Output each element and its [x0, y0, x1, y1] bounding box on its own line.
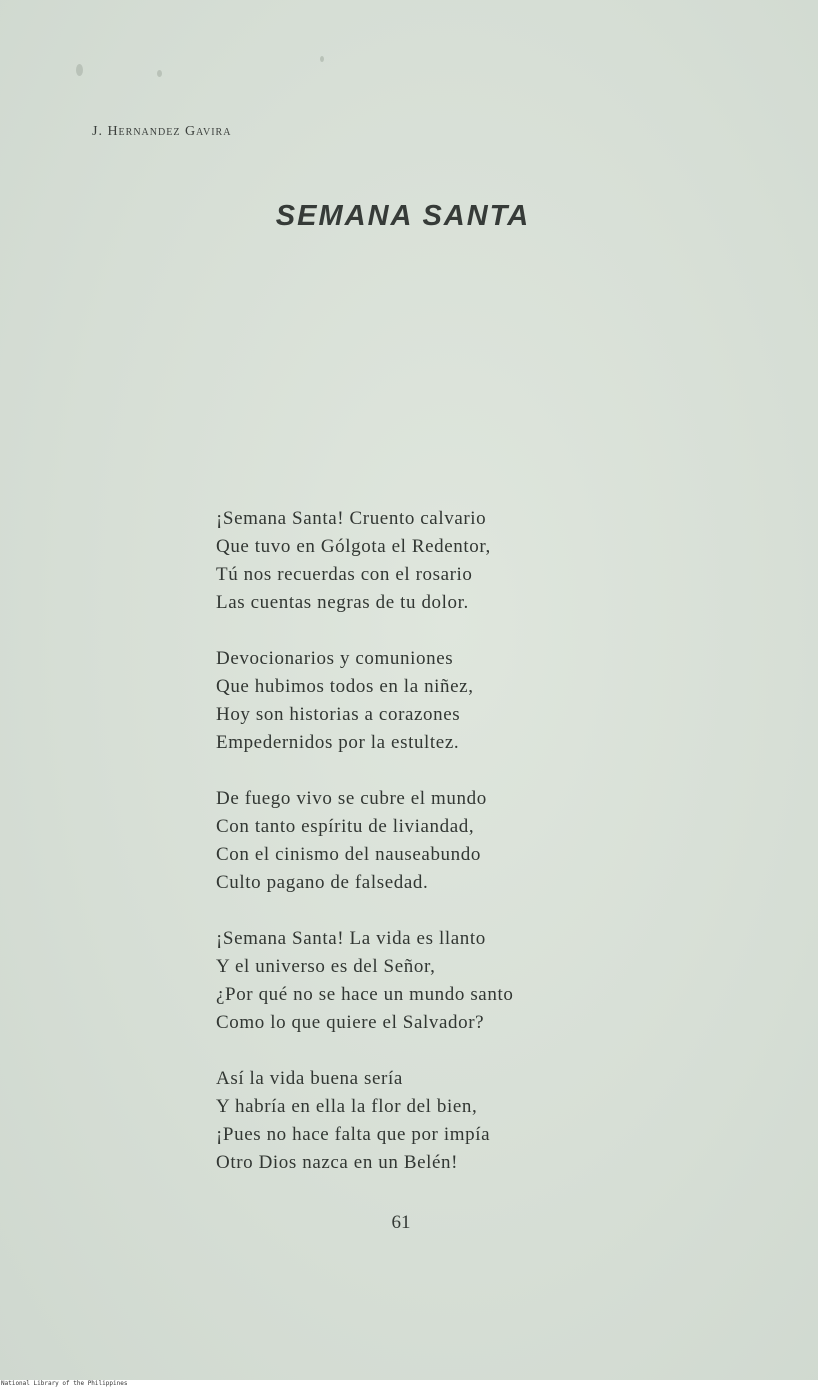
poem-line: ¡Semana Santa! La vida es llanto: [216, 928, 486, 949]
poem-line: ¡Pues no hace falta que por impía: [216, 1124, 491, 1145]
stanza: [216, 785, 716, 897]
poem-line: Que tuvo en Gólgota el Redentor,: [216, 536, 491, 557]
poem-line: Otro Dios nazca en un Belén!: [216, 1152, 459, 1173]
poem-line: Con tanto espíritu de liviandad,: [216, 816, 475, 837]
poem-line: Así la vida buena sería: [216, 1068, 403, 1089]
poem-line: Culto pagano de falsedad.: [216, 872, 429, 893]
paper-stain: [320, 56, 324, 62]
poem-body: [216, 505, 716, 1205]
paper-stain: [157, 70, 162, 77]
stanza: [216, 645, 716, 757]
poem-line: Empedernidos por la estultez.: [216, 732, 460, 753]
stanza: [216, 505, 716, 617]
poem-line: Hoy son historias a corazones: [216, 704, 461, 725]
poem-title: SEMANA SANTA: [275, 200, 531, 232]
poem-line: Las cuentas negras de tu dolor.: [216, 592, 469, 613]
poem-line: Tú nos recuerdas con el rosario: [216, 564, 473, 585]
author-name: J. Hernandez Gavira: [92, 124, 232, 139]
poem-line: Devocionarios y comuniones: [216, 648, 454, 669]
poem-line: Que hubimos todos en la niñez,: [216, 676, 474, 697]
stanza: [216, 925, 716, 1037]
footer-credit: National Library of the Philippines: [0, 1380, 818, 1388]
stanza: [216, 1065, 716, 1177]
poem-line: Como lo que quiere el Salvador?: [216, 1012, 485, 1033]
poem-line: ¡Semana Santa! Cruento calvario: [216, 508, 487, 529]
poem-line: ¿Por qué no se hace un mundo santo: [216, 984, 514, 1005]
poem-line: Con el cinismo del nauseabundo: [216, 844, 481, 865]
poem-line: Y el universo es del Señor,: [216, 956, 436, 977]
poem-line: De fuego vivo se cubre el mundo: [216, 788, 487, 809]
paper-stain: [76, 64, 83, 76]
page-number: 61: [391, 1212, 411, 1233]
poem-line: Y habría en ella la flor del bien,: [216, 1096, 478, 1117]
